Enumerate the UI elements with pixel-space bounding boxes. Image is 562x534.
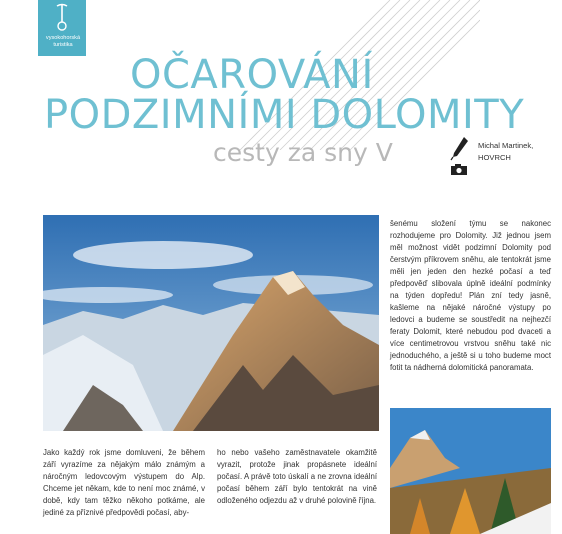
author-role: HOVRCH	[478, 153, 511, 162]
ice-axe-icon	[47, 2, 77, 32]
body-column-c	[390, 218, 551, 374]
small-photo	[390, 408, 551, 534]
section-tab-label: vysokohorská turistika	[45, 35, 81, 48]
body-column-a	[43, 447, 205, 519]
article-title-line2: PODZIMNÍMI DOLOMITY	[44, 92, 525, 138]
body-column-b	[217, 447, 377, 507]
body-paragraph: šenému složení týmu se nakonec rozhodujeme pro Dolomity. Již jednou jsem měl možnost vidět podzimní Dolomity pod čerstvým příkrovem sněhu, ale tentokrát jsme měli jen jeden den hezké počasí a teď předpověď slibovala úplně ideální podmínky na týden dopředu! Plán zní tedy jasně, kašleme na nějaké náročné výstupy po ledovci a budeme se soustředit na nejhezčí feraty Dolomit, které nebudou pod dvaceti a více centimetrovou vrstvou sněhu také nic jednoduchého, a ještě si u toho budeme moct fotit ta nádherná dolomitická panoramata.	[390, 219, 551, 372]
main-photo	[43, 215, 379, 431]
pen-icon	[450, 135, 470, 161]
author-name: Michal Martinek,	[478, 141, 534, 150]
camera-icon	[450, 164, 468, 176]
body-paragraph: Jako každý rok jsme domluveni, že během září vyrazíme za nějakým málo známým a náročným ledovcovým výstupem do Alp. Chceme jet někam, kde to není moc známé, v době, kdy tam těžko někoho potkáme, ale jediné za příznivé předpovědi počasí, aby-	[43, 448, 205, 517]
article-title-line1: OČAROVÁNÍ	[130, 52, 374, 98]
article-subtitle: cesty za sny V	[213, 138, 393, 167]
body-paragraph: ho nebo vašeho zaměstnavatele okamžitě vyrazit, protože jinak propásnete ideální počasí. A právě toto úskalí a ne zrovna ideální počasí během září bylo tentokrát na vině odloženého odjezdu až v druhé polovině října.	[217, 448, 377, 505]
